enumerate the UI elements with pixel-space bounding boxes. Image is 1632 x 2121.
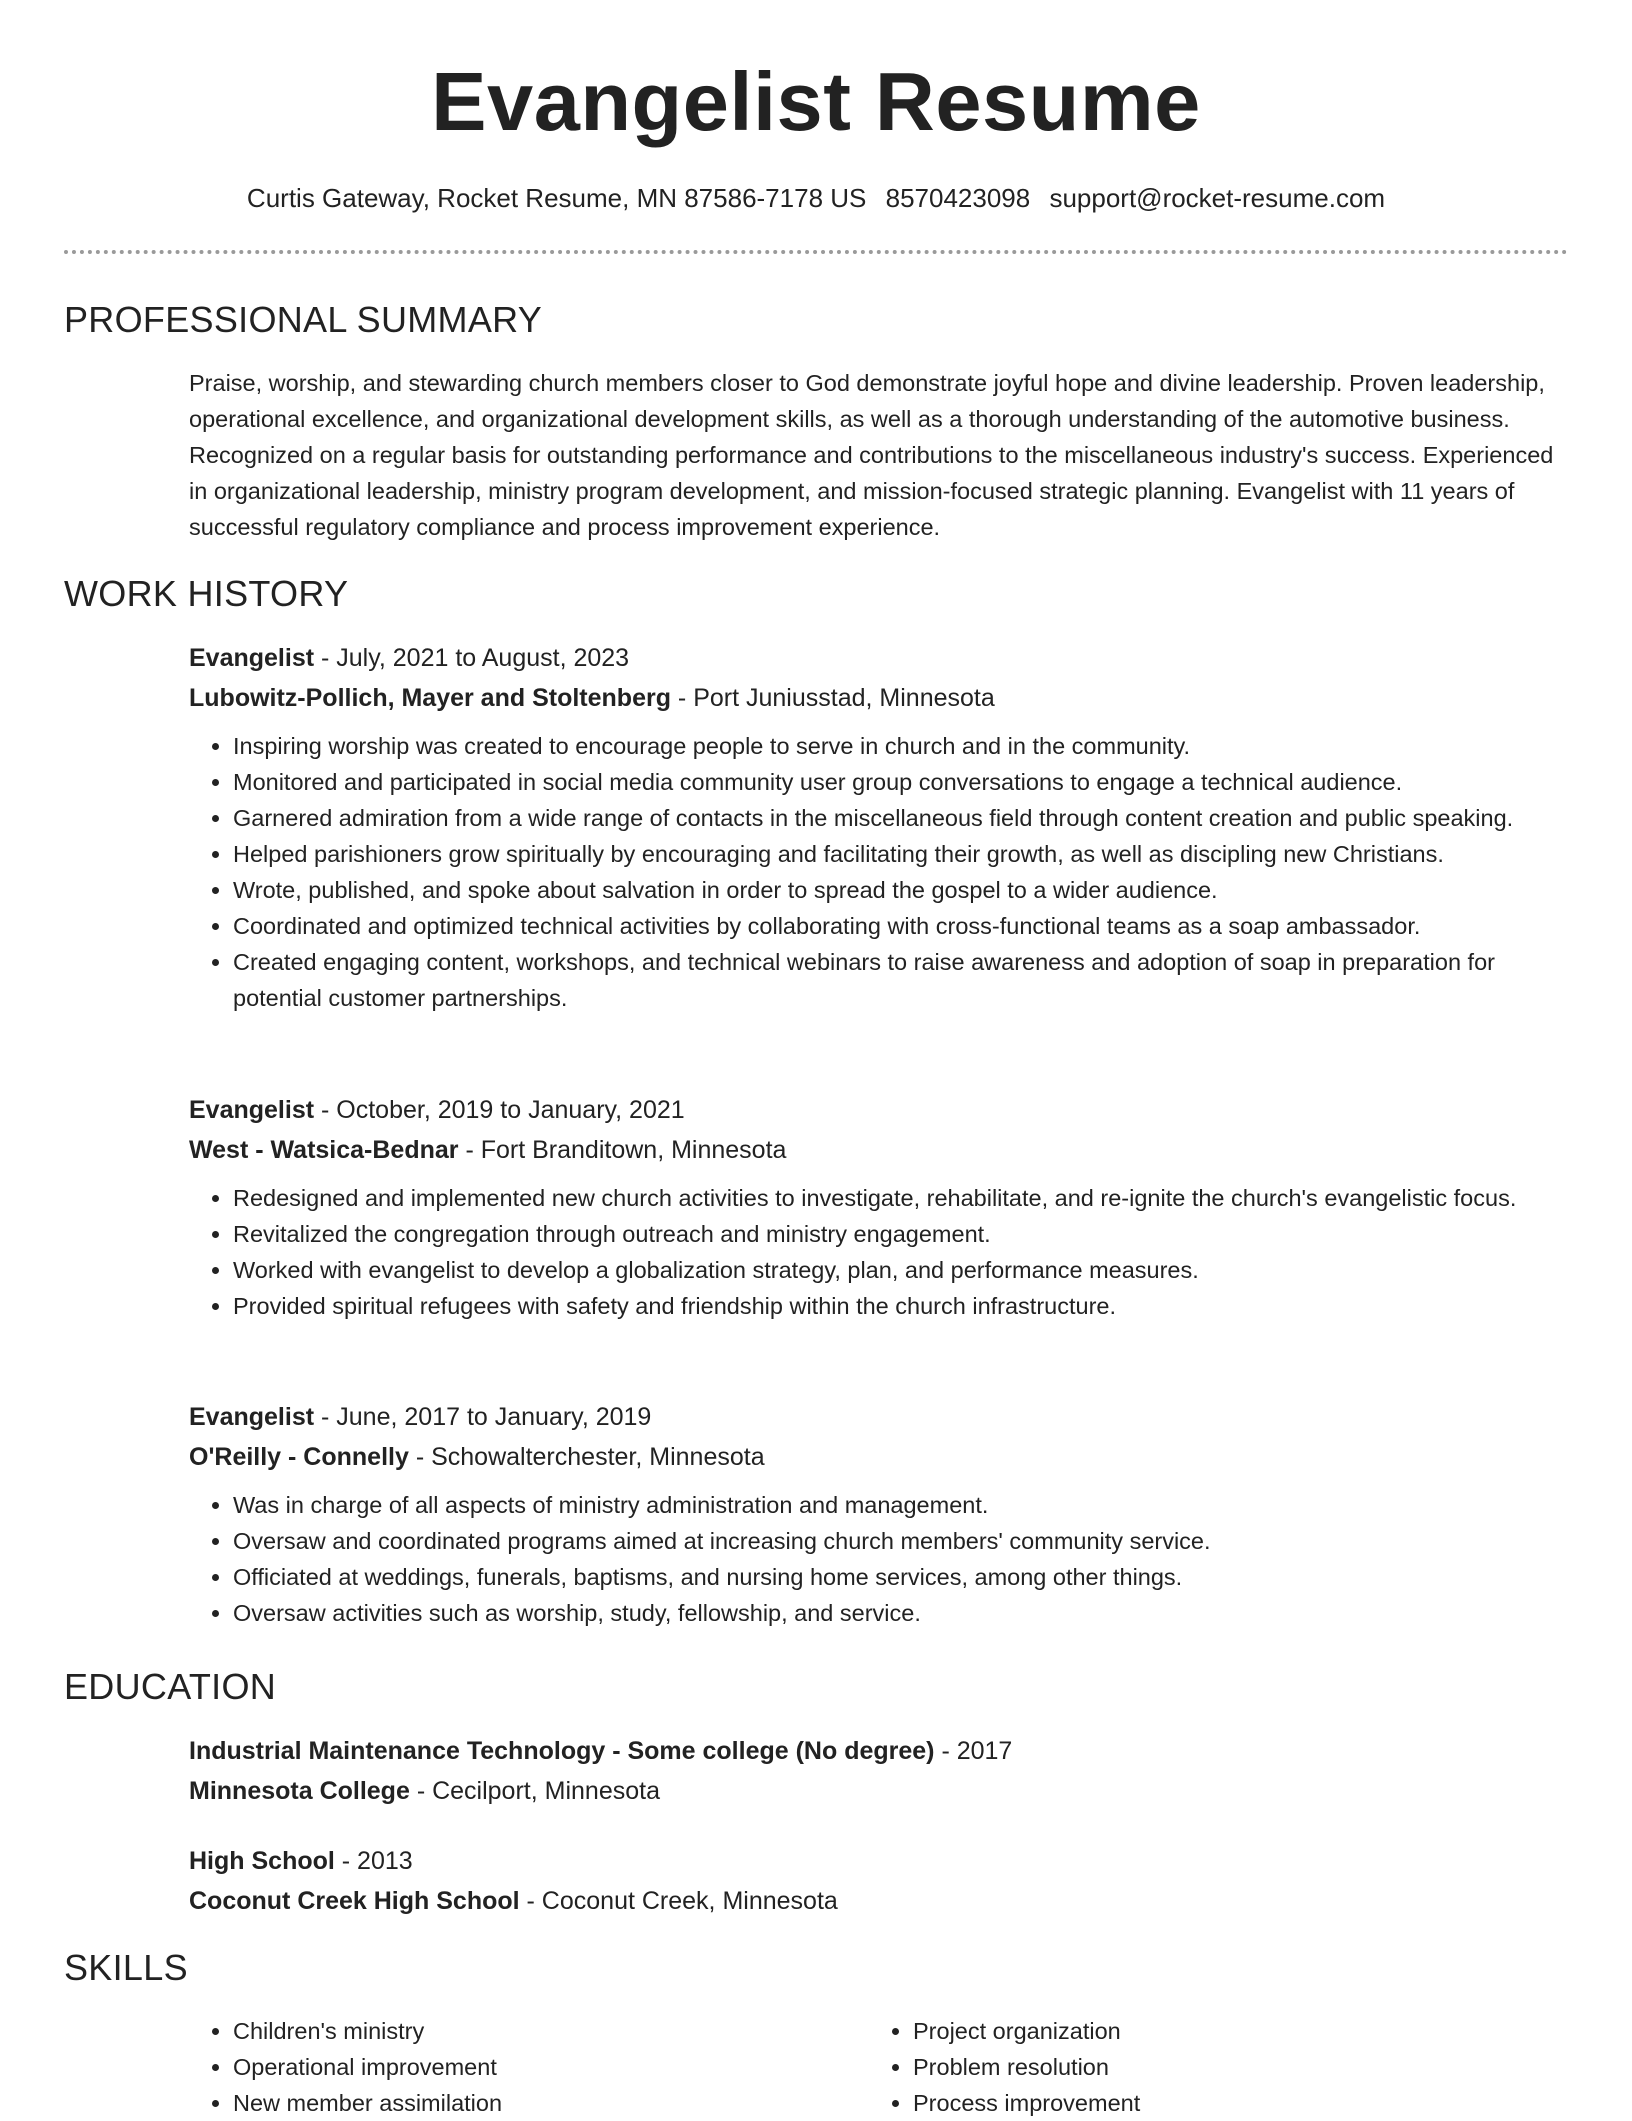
contact-info [0, 180, 1632, 216]
job-bullet: • Oversaw activities such as worship, study, fellowship, and service. [233, 1595, 1569, 1631]
job-location: - Schowalterchester, Minnesota [408, 1443, 765, 1471]
job-bullet: • Wrote, published, and spoke about salvation in order to spread the gospel to a wider audience. [233, 872, 1569, 908]
education-degree-line [189, 1841, 1569, 1881]
skill-item: • Project organization [913, 2013, 1549, 2049]
education-year: - 2017 [934, 1737, 1013, 1765]
skill-item: • Problem resolution [913, 2049, 1549, 2085]
skills-list [189, 2013, 1569, 2116]
education-entry [189, 1841, 1569, 1921]
job-bullet: • Created engaging content, workshops, and technical webinars to raise awareness and adoption of soap in preparation for potential customer partnerships. [233, 944, 1569, 1016]
job-company: West - Watsica-Bednar [189, 1136, 459, 1164]
education-location: - Coconut Creek, Minnesota [519, 1887, 838, 1915]
job-bullet: • Redesigned and implemented new church activities to investigate, rehabilitate, and re-ignite the church's evangelistic focus. [233, 1180, 1569, 1216]
job-bullet: • Monitored and participated in social media community user group conversations to engage a technical audience. [233, 764, 1569, 800]
job-bullet: • Coordinated and optimized technical activities by collaborating with cross-functional teams as a soap ambassador. [233, 908, 1569, 944]
job-bullet: • Revitalized the congregation through outreach and ministry engagement. [233, 1216, 1569, 1252]
education-school-line [189, 1771, 1569, 1811]
job-title: Evangelist [189, 644, 315, 672]
job-bullet: • Officiated at weddings, funerals, baptisms, and nursing home services, among other things. [233, 1559, 1569, 1595]
job-company: O'Reilly - Connelly [189, 1443, 409, 1471]
job-bullets [189, 1487, 1569, 1631]
skills-column-right [869, 2013, 1549, 2121]
job-title: Evangelist [189, 1403, 315, 1431]
job-entry [189, 1090, 1569, 1324]
section-heading-work-history: WORK HISTORY [64, 573, 349, 614]
job-company-line [189, 1130, 1569, 1170]
contact-phone: 8570423098 [885, 183, 1031, 213]
education-degree: Industrial Maintenance Technology - Some college (No degree) [189, 1737, 935, 1765]
job-bullet: • Oversaw and coordinated programs aimed at increasing church members' community service. [233, 1523, 1569, 1559]
section-heading-education: EDUCATION [64, 1666, 277, 1707]
job-bullet: • Provided spiritual refugees with safety and friendship within the church infrastructure. [233, 1288, 1569, 1324]
skill-item: • New member assimilation [233, 2085, 869, 2121]
skill-item: • Operational improvement [233, 2049, 869, 2085]
page-title: Evangelist Resume [431, 55, 1201, 148]
job-location: - Fort Branditown, Minnesota [458, 1136, 787, 1164]
job-bullet: • Was in charge of all aspects of ministry administration and management. [233, 1487, 1569, 1523]
education-location: - Cecilport, Minnesota [409, 1777, 660, 1805]
job-bullet: • Garnered admiration from a wide range of contacts in the miscellaneous field through content creation and public speaking. [233, 800, 1569, 836]
section-heading-skills: SKILLS [64, 1947, 188, 1988]
job-bullet: • Inspiring worship was created to encourage people to serve in church and in the community. [233, 728, 1569, 764]
job-title-line [189, 1090, 1569, 1130]
job-title-line [189, 638, 1569, 678]
job-bullet: • Worked with evangelist to develop a globalization strategy, plan, and performance measures. [233, 1252, 1569, 1288]
education-degree: High School [189, 1847, 335, 1875]
header-divider [64, 250, 1568, 254]
job-dates: - October, 2019 to January, 2021 [314, 1096, 685, 1124]
job-bullet: • Helped parishioners grow spiritually by encouraging and facilitating their growth, as well as discipling new Christians. [233, 836, 1569, 872]
education-entry [189, 1731, 1569, 1811]
section-heading-summary: PROFESSIONAL SUMMARY [64, 299, 543, 340]
job-title: Evangelist [189, 1096, 315, 1124]
education-school-line [189, 1881, 1569, 1921]
summary-text: Praise, worship, and stewarding church members closer to God demonstrate joyful hope and divine leadership. Proven leadership, operational excellence, and organizational development skills, as well as a thorough understanding of the automotive business. Recognized on a regular basis for outstanding performance and contributions to the miscellaneous industry's success. Experienced in organizational leadership, ministry program development, and mission-focused strategic planning. Evangelist with 11 years of successful regulatory compliance and process improvement experience. [189, 370, 1554, 540]
job-company-line [189, 1437, 1569, 1477]
job-bullets [189, 728, 1569, 1016]
skill-item: • Process improvement [913, 2085, 1549, 2121]
job-entry [189, 638, 1569, 1016]
education-year: - 2013 [334, 1847, 413, 1875]
job-company-line [189, 678, 1569, 718]
job-entry [189, 1397, 1569, 1631]
education-degree-line [189, 1731, 1569, 1771]
contact-address: Curtis Gateway, Rocket Resume, MN 87586-7178 US [246, 183, 867, 213]
contact-email: support@rocket-resume.com [1049, 183, 1386, 213]
education-school: Coconut Creek High School [189, 1887, 520, 1915]
job-bullets [189, 1180, 1569, 1324]
job-dates: - July, 2021 to August, 2023 [314, 644, 630, 672]
skills-column-left [189, 2013, 869, 2121]
job-title-line [189, 1397, 1569, 1437]
job-company: Lubowitz-Pollich, Mayer and Stoltenberg [189, 684, 671, 712]
education-school: Minnesota College [189, 1777, 410, 1805]
job-location: - Port Juniusstad, Minnesota [670, 684, 995, 712]
skill-item: • Children's ministry [233, 2013, 869, 2049]
job-dates: - June, 2017 to January, 2019 [314, 1403, 652, 1431]
